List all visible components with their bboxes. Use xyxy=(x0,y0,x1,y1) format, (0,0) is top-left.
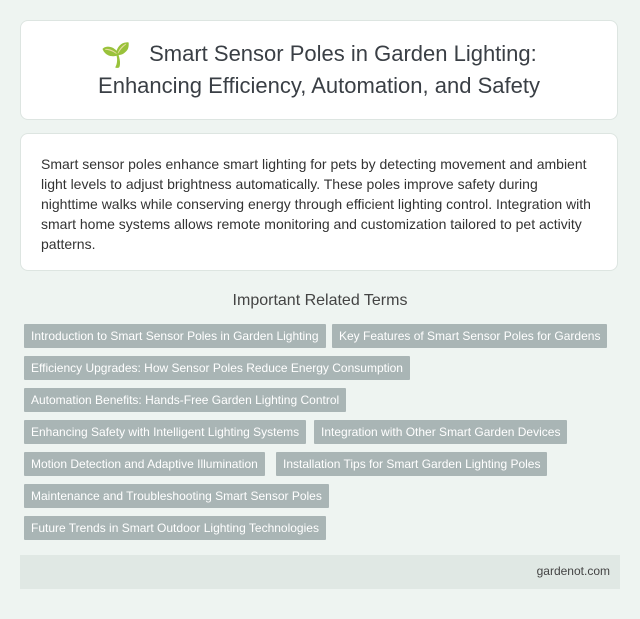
term-tag[interactable]: Efficiency Upgrades: How Sensor Poles Reduce Energy Consumption xyxy=(24,356,410,380)
term-tag[interactable]: Motion Detection and Adaptive Illumination xyxy=(24,452,265,476)
description-card xyxy=(20,133,618,271)
sprout-icon: 🌱 xyxy=(101,42,132,69)
term-tag[interactable]: Enhancing Safety with Intelligent Lighting Systems xyxy=(24,420,306,444)
footer xyxy=(20,555,620,589)
related-terms-heading: Important Related Terms xyxy=(232,292,408,309)
title-card xyxy=(20,20,618,120)
term-tag[interactable]: Integration with Other Smart Garden Devices xyxy=(314,420,567,444)
page-title-text: Smart Sensor Poles in Garden Lighting: Enhancing Efficiency, Automation, and Safety xyxy=(98,41,540,98)
term-tag[interactable]: Installation Tips for Smart Garden Lighting Poles xyxy=(276,452,547,476)
term-tag[interactable]: Maintenance and Troubleshooting Smart Sensor Poles xyxy=(24,484,329,508)
description-text: Smart sensor poles enhance smart lighting for pets by detecting movement and ambient light levels to adjust brightness automatically. These poles improve safety during nighttime walks while conserving energy through efficient lighting control. Integration with smart home systems allows remote monitoring and customization tailored to pet activity patterns. xyxy=(41,156,591,252)
page-title xyxy=(49,39,589,101)
term-tag[interactable]: Introduction to Smart Sensor Poles in Garden Lighting xyxy=(24,324,326,348)
term-tag[interactable]: Key Features of Smart Sensor Poles for Gardens xyxy=(332,324,607,348)
footer-site-link[interactable]: gardenot.com xyxy=(536,564,610,578)
term-tag[interactable]: Automation Benefits: Hands-Free Garden Lighting Control xyxy=(24,388,346,412)
term-tag[interactable]: Future Trends in Smart Outdoor Lighting Technologies xyxy=(24,516,326,540)
